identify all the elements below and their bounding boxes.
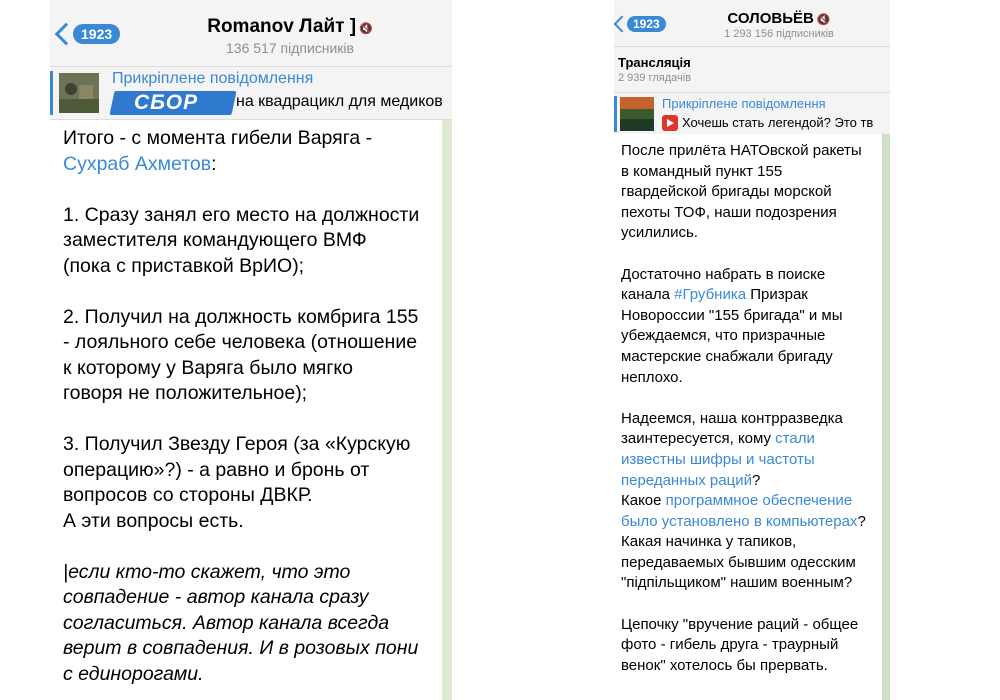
message-text: ?: [751, 471, 761, 489]
message-bubble: [50, 120, 442, 700]
sbor-banner: [109, 91, 236, 115]
message-line: |если кто-то скажет, что это: [63, 560, 351, 583]
chat-header: [614, 0, 890, 46]
message-line: [63, 152, 442, 178]
pin-indicator: [50, 71, 53, 115]
subscriber-count: 136 517 підписників: [226, 40, 354, 56]
message-line: к которому у Варяга было мягко: [63, 356, 354, 379]
message-line: вопросов со стороны ДВКР.: [63, 484, 313, 506]
inline-link[interactable]: известны шифры и частоты: [621, 450, 815, 468]
message-line: Надеемся, наша контрразведка: [621, 409, 843, 427]
message-line: 3. Получил Звезду Героя (за «Курскую: [63, 433, 411, 455]
inline-link[interactable]: было установлено в компьютерах: [621, 512, 858, 530]
right-channel-screenshot: [614, 0, 890, 700]
message-line: Какая начинка у тапиков,: [621, 533, 797, 551]
pin-indicator: [614, 96, 617, 132]
message-line: 1. Сразу занял его место на должности: [63, 203, 420, 226]
youtube-icon: [662, 115, 678, 131]
live-stream-bar[interactable]: [614, 46, 890, 93]
message-line: неплохо.: [621, 368, 683, 386]
message-line: Итого - с момента гибели Варяга -: [63, 127, 373, 149]
message-line: [621, 429, 882, 450]
back-button[interactable]: [614, 16, 666, 32]
pinned-message-bar[interactable]: [50, 66, 452, 120]
message-line: согласиться. Автор канала всегда: [63, 611, 390, 634]
channel-title-row[interactable]: [170, 16, 410, 38]
chat-scroll-rail[interactable]: [882, 134, 890, 700]
message-line: Новороссии "155 бригада" и мы: [621, 306, 843, 324]
pinned-thumbnail: [620, 97, 654, 131]
message-line: передаваемых бывшим одесским: [621, 553, 856, 571]
message-line: верит в совпадения. И в розовых пони: [63, 637, 419, 659]
inline-link[interactable]: переданных раций: [621, 471, 752, 489]
message-text: ?: [857, 512, 866, 530]
pinned-message-bar[interactable]: [614, 92, 890, 136]
message-line: Цепочку "вручение раций - общее: [621, 615, 859, 633]
mention-link[interactable]: Сухраб Ахметов: [63, 152, 212, 175]
message-line: с единорогами.: [63, 662, 204, 685]
sbor-text: СБОР: [134, 91, 199, 114]
channel-title: Romanov Лайт ]: [207, 16, 357, 37]
subscriber-count: 1 293 156 підписників: [724, 28, 834, 40]
message-text: :: [211, 152, 217, 175]
message-line: [621, 512, 882, 533]
message-line: усилились.: [621, 224, 698, 242]
message-line: в командный пункт 155: [621, 162, 783, 180]
pinned-label: Прикріплене повідомлення: [662, 96, 826, 111]
mute-icon: 🔇: [816, 14, 831, 26]
mute-icon: 🔇: [359, 23, 373, 35]
pinned-thumbnail: [59, 73, 99, 113]
message-line: А эти вопросы есть.: [63, 509, 244, 532]
message-line: [621, 285, 882, 306]
inline-link[interactable]: программное обеспечение: [665, 492, 853, 510]
broadcast-viewers: 2 939 глядачів: [618, 72, 692, 84]
message-line: убеждаемся, что призрачные: [621, 327, 826, 345]
message-line: 2. Получил на должность комбрига 155: [63, 305, 419, 328]
broadcast-title: Трансляція: [618, 55, 691, 70]
message-line: мастерские снабжали бригаду: [621, 347, 833, 365]
pinned-label: Прикріплене повідомлення: [112, 70, 314, 87]
unread-badge: 1923: [627, 16, 666, 32]
channel-title: СОЛОВЬЁВ: [727, 10, 814, 27]
chevron-left-icon: [55, 23, 78, 46]
message-line: (пока с приставкой ВрИО);: [63, 254, 305, 277]
message-line: - лояльного себе человека (отношение: [63, 331, 418, 353]
chat-header: [50, 0, 452, 66]
message-line: [621, 450, 882, 471]
message-text: заинтересуется, кому: [621, 430, 776, 448]
message-line: [621, 471, 882, 492]
message-text: Призрак: [746, 286, 808, 304]
message-line: Достаточно набрать в поиске: [621, 265, 826, 283]
inline-link[interactable]: стали: [775, 430, 815, 448]
message-line: говоря не положительное);: [63, 382, 308, 404]
message-line: пехоты ТОФ, наши подозрения: [621, 203, 837, 221]
message-line: венок" хотелось бы прервать.: [621, 656, 828, 674]
message-text: Какое: [621, 492, 666, 510]
message-line: "підпільщиком" нашим военным?: [621, 574, 853, 592]
unread-badge: 1923: [73, 24, 120, 44]
left-channel-screenshot: [50, 0, 452, 700]
message-line: заместителя командующего ВМФ: [63, 229, 367, 251]
message-line: совпадение - автор канала сразу: [63, 586, 369, 608]
pinned-text: на квадрацикл для медиков: [236, 93, 443, 110]
message-line: фото - гибель друга - траурный: [621, 636, 839, 654]
hashtag-link[interactable]: #Грубника: [674, 286, 747, 304]
channel-title-row[interactable]: [704, 10, 854, 27]
message-line: операцию»?) - а равно и бронь от: [63, 458, 370, 481]
message-line: гвардейской бригады морской: [621, 183, 832, 201]
message-line: После прилёта НАТОвской ракеты: [621, 142, 862, 159]
message-bubble: [614, 134, 882, 700]
pinned-text: Хочешь стать легендой? Это тв: [682, 115, 874, 130]
back-button[interactable]: [54, 24, 120, 44]
message-text: канала: [621, 286, 675, 304]
message-line: [621, 491, 882, 512]
